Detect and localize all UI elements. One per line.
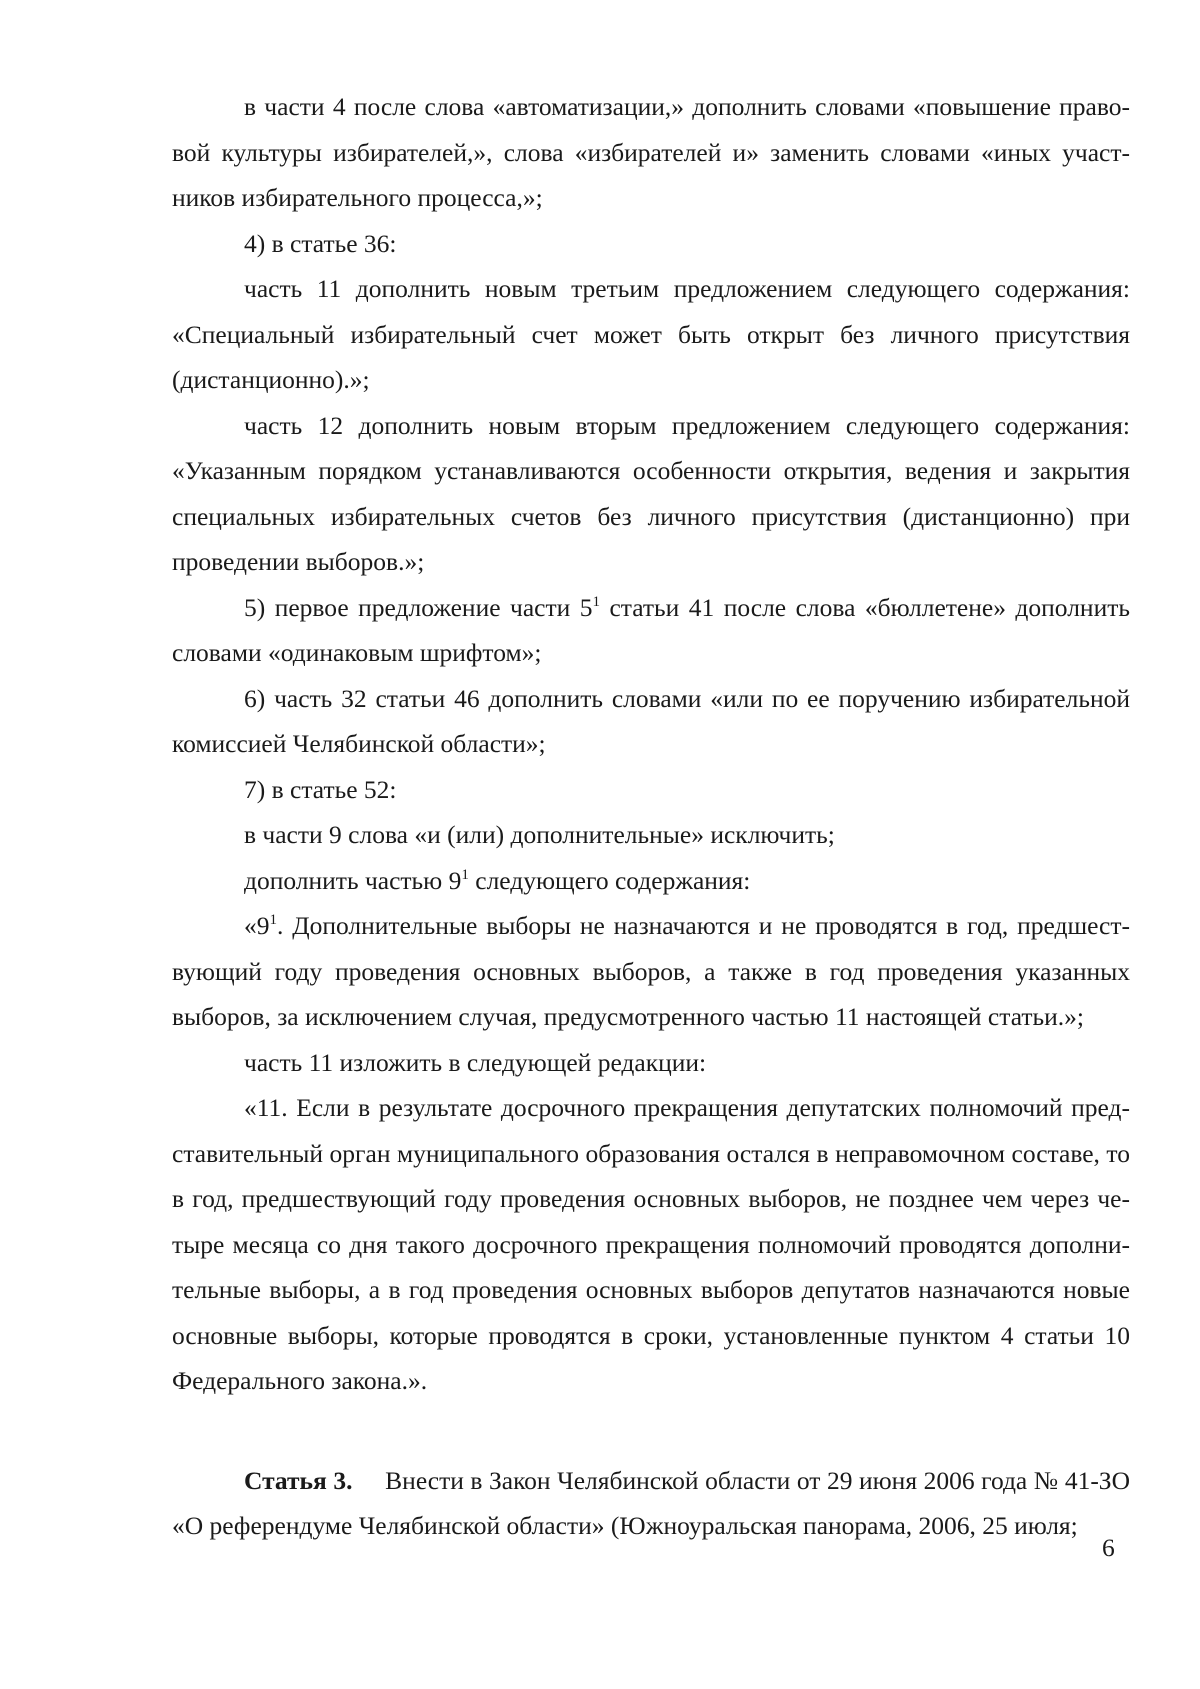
paragraph-part-12-special-accounts: часть 12 дополнить новым вторым предложением следующего содержания: «Указанным порядком устанавливаются особенности открытия, ведения и закрытия специальных избирательных счетов без личного присутствия (дистанционно) при проведении выборов.»;: [172, 410, 1130, 576]
paragraph-text: 5) первое предложение части 5: [244, 592, 593, 622]
paragraph-add-part-9-1: [172, 858, 1130, 904]
paragraph-article-46-commission: 6) часть 32 статьи 46 дополнить словами «или по ее поручению избирательной комиссией Челябинской области»;: [172, 683, 1130, 758]
paragraph-part-11-special-account: часть 11 дополнить новым третьим предложением следующего содержания: «Специальный избирательный счет может быть открыт без личного присутствия (дистанционно).»;: [172, 274, 1130, 394]
article-label: Статья 3.: [244, 1465, 353, 1495]
paragraph-article-52: 7) в статье 52:: [244, 774, 397, 804]
paragraph-part-9-1-text: [172, 903, 1130, 1040]
paragraph-text: следующего содержания:: [468, 865, 751, 895]
page-number: 6: [1102, 1533, 1115, 1562]
paragraph-article-36: 4) в статье 36:: [244, 228, 397, 258]
article-text: Внести в Закон Челябинской области от 29 июня 2006 года № 41-ЗО «О референдуме Челябинской области» (Южноуральская панорама, 2006, 25 июля;: [172, 1465, 1130, 1540]
article-3-paragraph: [172, 1458, 1130, 1549]
section-gap: [172, 1404, 1130, 1458]
paragraph-part-11-new-edition: часть 11 изложить в следующей редакции:: [244, 1047, 707, 1077]
paragraph-article-41-ballot: [172, 585, 1130, 676]
document-page: [172, 84, 1130, 1549]
paragraph-voter-culture: в части 4 после слова «автоматизации,» дополнить словами «повышение правовой культуры избирателей,», слова «избирателей и» заменить словами «иных участников избирательного процесса,»;: [172, 92, 1130, 212]
paragraph-text: . Дополнительные выборы не назначаются и не проводятся в год, предшествующий году проведения основных выборов, а также в год проведения указанных выборов, за исключением случая, предусмотренного частью 11 настоящей статьи.»;: [172, 911, 1130, 1031]
superscript: 1: [592, 593, 600, 610]
paragraph-part-11-text: «11. Если в результате досрочного прекращения депутатских полномочий представительный орган муниципального образования остался в неправомочном составе, то в год, предшествующий году проведения основных выборов, не позднее чем через четыре месяца со дня такого досрочного прекращения полномочий проводятся дополнительные выборы, а в год проведения основных выборов депутатов назначаются новые основные выборы, которые проводятся в сроки, установленные пунктом 4 статьи 10 Федерального закона.».: [172, 1093, 1130, 1395]
paragraph-text: «9: [244, 911, 270, 940]
paragraph-text: статьи 41 после слова «бюллетене» дополнить словами «одинаковым шрифтом»;: [172, 592, 1130, 667]
paragraph-part-9-exclude: в части 9 слова «и (или) дополнительные» исключить;: [244, 820, 835, 849]
superscript: 1: [269, 912, 277, 928]
paragraph-text: дополнить частью 9: [244, 865, 462, 895]
superscript: 1: [461, 866, 469, 883]
